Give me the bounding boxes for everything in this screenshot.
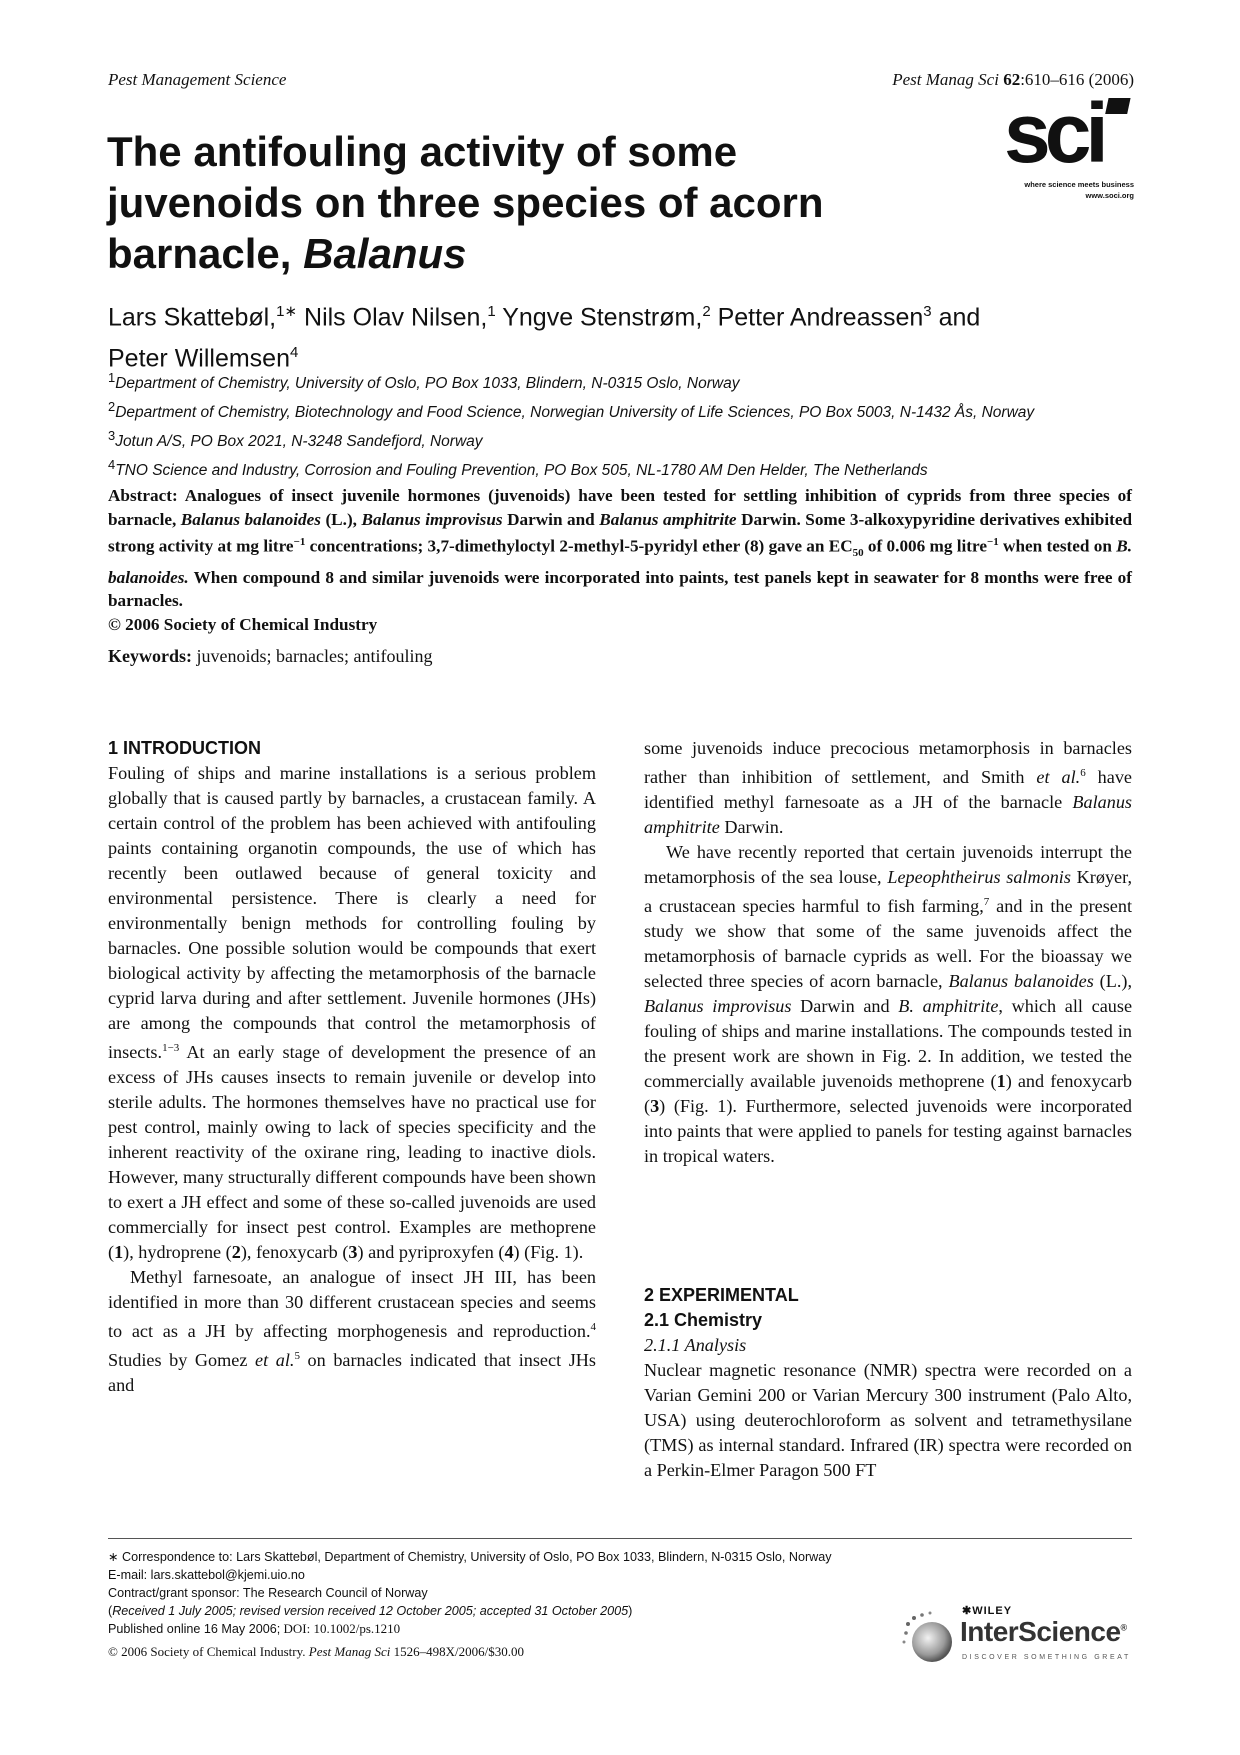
title-line-3 (107, 228, 987, 279)
species-name: Balanus amphitrite (644, 792, 1132, 838)
title-line-2: juvenoids on three species of acorn (107, 179, 824, 226)
author-sup: 2 (702, 303, 711, 320)
para-text: ), fenoxycarb ( (240, 1242, 349, 1263)
abstract-sub: 50 (852, 547, 864, 560)
para-text: ) and pyriproxyfen ( (357, 1242, 505, 1263)
section-heading-introduction: 1 INTRODUCTION (108, 738, 261, 758)
affiliation (108, 395, 1138, 424)
citation-ref: 4 (590, 1321, 596, 1334)
para-text: , which all cause fouling of ships and marine installations. The compounds tested in the present work are shown in Fig. 2. In addition, we tested the commercially available juvenoids methoprene ( (644, 996, 1133, 1092)
experimental-section (644, 1283, 1132, 1483)
abstract-text: Darwin and (502, 509, 600, 529)
author: Nils Olav Nilsen, (297, 303, 488, 332)
right-column (644, 736, 1132, 1169)
keywords (108, 646, 432, 667)
author-sup: 1 (487, 303, 496, 320)
compound-number: 3 (348, 1242, 358, 1263)
para-text: Krøyer, a crustacean species harmful to fish farming, (644, 867, 1132, 917)
para-text: (L.), (1093, 971, 1132, 992)
species-name: Lepeophtheirus salmonis (887, 867, 1071, 888)
compound-number: 3 (650, 1096, 660, 1117)
compound-number: 1 (996, 1071, 1006, 1092)
copyright-journal: Pest Manag Sci (308, 1644, 391, 1659)
abstract-sup: −1 (986, 536, 999, 548)
citation-ref: 5 (294, 1350, 300, 1363)
copyright-line (108, 1644, 524, 1660)
title-line-3-text: barnacle, (107, 230, 304, 277)
para-text: We have recently reported that certain juvenoids interrupt the metamorphosis of the sea louse, (644, 842, 1132, 888)
abstract-text: When compound 8 and similar juvenoids were incorporated into paints, test panels kept in seawater for 8 months were free of barnacles. (108, 567, 1132, 611)
para-text: ), hydroprene ( (123, 1242, 232, 1263)
affiliation-num: 3 (108, 428, 116, 444)
star-icon: ✱ (962, 1605, 973, 1617)
compound-number: 2 (231, 1242, 241, 1263)
para-text: ) (Fig. 1). Furthermore, selected juvenoids were incorporated into paints that were applied to panels for testing against barnacles in tropical waters. (644, 1096, 1132, 1167)
footnote-grant: Contract/grant sponsor: The Research Council of Norway (108, 1586, 428, 1600)
citation-ref: 6 (1080, 767, 1086, 779)
para-text: Darwin and (791, 996, 899, 1017)
experimental-paragraph-1: Nuclear magnetic resonance (NMR) spectra were recorded on a Varian Gemini 200 or Varian Mercury 300 instrument (Palo Alto, USA) using deuterochloroform as solvent and tetramethysilane (TMS) as internal standard. Infrared (IR) spectra were recorded on a Perkin-Elmer Paragon 500 FT (644, 1360, 1132, 1480)
section-heading-experimental: 2 EXPERIMENTAL (644, 1285, 799, 1305)
keywords-text: juvenoids; barnacles; antifouling (192, 646, 433, 666)
author-sup: 3 (923, 303, 932, 320)
para-text: ) and fenoxycarb ( (644, 1071, 1132, 1117)
affiliation-text: TNO Science and Industry, Corrosion and Fouling Prevention, PO Box 505, NL-1780 AM Den Helder, The Netherlands (115, 462, 928, 480)
intro-paragraph-3 (644, 736, 1132, 840)
para-text: and in the present study we show that some of the same juvenoids affect the metamorphosis of barnacle cyprids as well. For the bioassay we selected three species of acorn barnacle, (644, 896, 1132, 992)
author: Lars Skattebøl, (108, 303, 277, 332)
affiliation (108, 453, 1138, 482)
subsubsection-heading-analysis: 2.1.1 Analysis (644, 1335, 747, 1355)
author-sup: 4 (290, 344, 299, 362)
intro-paragraph-1 (108, 761, 596, 1265)
keywords-label: Keywords: (108, 646, 192, 666)
interscience-text: InterScience (960, 1616, 1121, 1647)
affiliation-num: 1 (108, 370, 116, 385)
copyright-text: © 2006 Society of Chemical Industry. (108, 1644, 309, 1659)
received-dates: Received 1 July 2005; revised version received 12 October 2005; accepted 31 October 2005 (112, 1604, 629, 1618)
et-al: et al. (1036, 767, 1081, 788)
compound-number: 4 (504, 1242, 514, 1263)
para-text: have identified methyl farnesoate as a JH of the barnacle (644, 767, 1132, 813)
copyright-issn: 1526–498X/2006/$30.00 (390, 1644, 524, 1659)
footnote-published (108, 1620, 908, 1638)
para-text: some juvenoids induce precocious metamorphosis in barnacles rather than inhibition of settlement, and Smith (644, 738, 1132, 788)
correspondence-text: Correspondence to: Lars Skattebøl, Department of Chemistry, University of Oslo, PO Box 1033, Blindern, N-0315 Oslo, Norway (118, 1550, 832, 1564)
para-text: At an early stage of development the presence of an excess of JHs causes insects to remain juvenile or develop into sterile adults. The hormones themselves have no practical use for pest control, mainly owing to lack of species specificity and the inherent reactivity of the oxirane ring, leading to inactive diols. However, many structurally different compounds have been shown to exert a JH effect and some of these so-called juvenoids are used commercially for insect pest control. Examples are methoprene ( (108, 1042, 596, 1263)
author: Petter Andreassen (710, 303, 924, 332)
author: Peter Willemsen (108, 344, 290, 373)
species-name: Balanus improvisus (361, 509, 503, 529)
author-list (108, 294, 1128, 377)
journal-name: Pest Management Science (108, 70, 287, 89)
species-name: B. amphitrite (898, 996, 999, 1017)
compound-number: 1 (114, 1242, 124, 1263)
species-name: B. balanoides. (108, 536, 1132, 587)
species-name: Balanus improvisus (644, 996, 792, 1017)
author-and: and (931, 303, 981, 332)
affiliation-num: 4 (108, 457, 116, 473)
citation-ref: 1−3 (162, 1042, 180, 1054)
para-text: Methyl farnesoate, an analogue of insect JH III, has been identified in more than 30 different crustacean species and seems to act as a JH by affecting morphogenesis and reproduction. (108, 1267, 596, 1342)
registered-mark: ® (1120, 1622, 1127, 1633)
article-title (107, 126, 987, 279)
species-name: Balanus balanoides (180, 509, 321, 529)
abstract-text: Darwin. Some 3-alkoxypyridine derivatives exhibited strong activity at mg litre (108, 509, 1133, 556)
sci-wordmark-graphic (1004, 96, 1134, 170)
citation-ref: 7 (983, 896, 990, 909)
sci-url: www.soci.org (1085, 191, 1134, 200)
para-text: on barnacles indicated that insect JHs and (108, 1350, 596, 1396)
para-text: Darwin. (719, 817, 784, 838)
species-name: Balanus balanoides (948, 971, 1094, 992)
title-genus: Balanus (303, 230, 467, 277)
para-text: ) (Fig. 1). (513, 1242, 584, 1263)
abstract-text: Analogues of insect juvenile hormones (juvenoids) have been tested for settling inhibition of cyprids from three species of barnacle, (108, 486, 1132, 529)
intro-paragraph-2 (108, 1265, 596, 1398)
affiliation-text: Jotun A/S, PO Box 2021, N-3248 Sandefjord, Norway (115, 433, 483, 451)
para-text: Studies by Gomez (108, 1350, 256, 1371)
affiliation-text: Department of Chemistry, University of Oslo, PO Box 1033, Blindern, N-0315 Oslo, Norway (115, 375, 740, 393)
abstract-text: when tested on (998, 536, 1117, 556)
correspondence-mark: ∗ (108, 1550, 119, 1564)
affiliation (108, 366, 1138, 395)
intro-paragraph-4 (644, 840, 1132, 1169)
footnote-correspondence (108, 1548, 908, 1566)
globe-icon (900, 1610, 956, 1666)
left-column (108, 736, 596, 1398)
title-line-1: The antifouling activity of some (107, 128, 738, 175)
wiley-tagline: DISCOVER SOMETHING GREAT (962, 1654, 1131, 1661)
footnotes (108, 1548, 908, 1638)
published-date: Published online 16 May 2006; (108, 1622, 281, 1636)
wiley-interscience-logo (900, 1604, 1136, 1674)
author: Yngve Stenstrøm, (495, 303, 703, 332)
abstract-sup: −1 (293, 536, 306, 548)
abstract-text: concentrations; 3,7-dimethyloctyl 2-methyl-5-pyridyl ether (8) gave an EC (305, 536, 853, 556)
subsection-heading-chemistry: 2.1 Chemistry (644, 1310, 763, 1330)
affiliation (108, 424, 1138, 453)
citation-volume: 62 (1003, 70, 1021, 89)
species-name: Balanus amphitrite (599, 509, 737, 529)
author-sup: 1∗ (276, 303, 298, 320)
abstract-label: Abstract: (108, 486, 178, 505)
affiliations (108, 366, 1138, 483)
abstract (108, 484, 1132, 636)
para-text: Fouling of ships and marine installations is a serious problem globally that is caused partly by barnacles, a crustacean family. A certain control of the problem has been achieved with antifouling paints containing organotin compounds, the use of which has recently been outlawed because of general toxicity and environmental persistence. There is clearly a need for environmentally benign methods for controlling fouling by barnacles. One possible solution would be compounds that exert biological activity by affecting the metamorphosis of the barnacle cyprid larva during and after settlement. Juvenile hormones (JHs) are among the compounds that control the metamorphosis of insects. (108, 763, 596, 1063)
abstract-copyright: © 2006 Society of Chemical Industry (108, 614, 378, 634)
affiliation-num: 2 (108, 399, 116, 415)
sci-tagline: where science meets business (1024, 180, 1134, 189)
interscience-name (960, 1616, 1127, 1648)
footnote-received: (Received 1 July 2005; revised version received 12 October 2005; accepted 31 October 2005) (108, 1604, 633, 1618)
svg-text:sci: sci (1004, 96, 1103, 170)
citation (892, 70, 1134, 90)
abstract-text: (L.), (320, 509, 362, 529)
doi: DOI: 10.1002/ps.1210 (280, 1621, 401, 1636)
footnote-divider (108, 1538, 1132, 1539)
abstract-text: of 0.006 mg litre (863, 536, 987, 556)
citation-journal: Pest Manag Sci (892, 70, 999, 89)
footnote-email: E-mail: lars.skattebol@kjemi.uio.no (108, 1568, 305, 1582)
et-al: et al. (255, 1350, 295, 1371)
wiley-publisher: WILEY (972, 1605, 1013, 1617)
sci-logo (1004, 96, 1134, 202)
citation-pages: :610–616 (2006) (1020, 70, 1134, 89)
affiliation-text: Department of Chemistry, Biotechnology and Food Science, Norwegian University of Life Sciences, PO Box 5003, N-1432 Ås, Norway (115, 404, 1035, 422)
